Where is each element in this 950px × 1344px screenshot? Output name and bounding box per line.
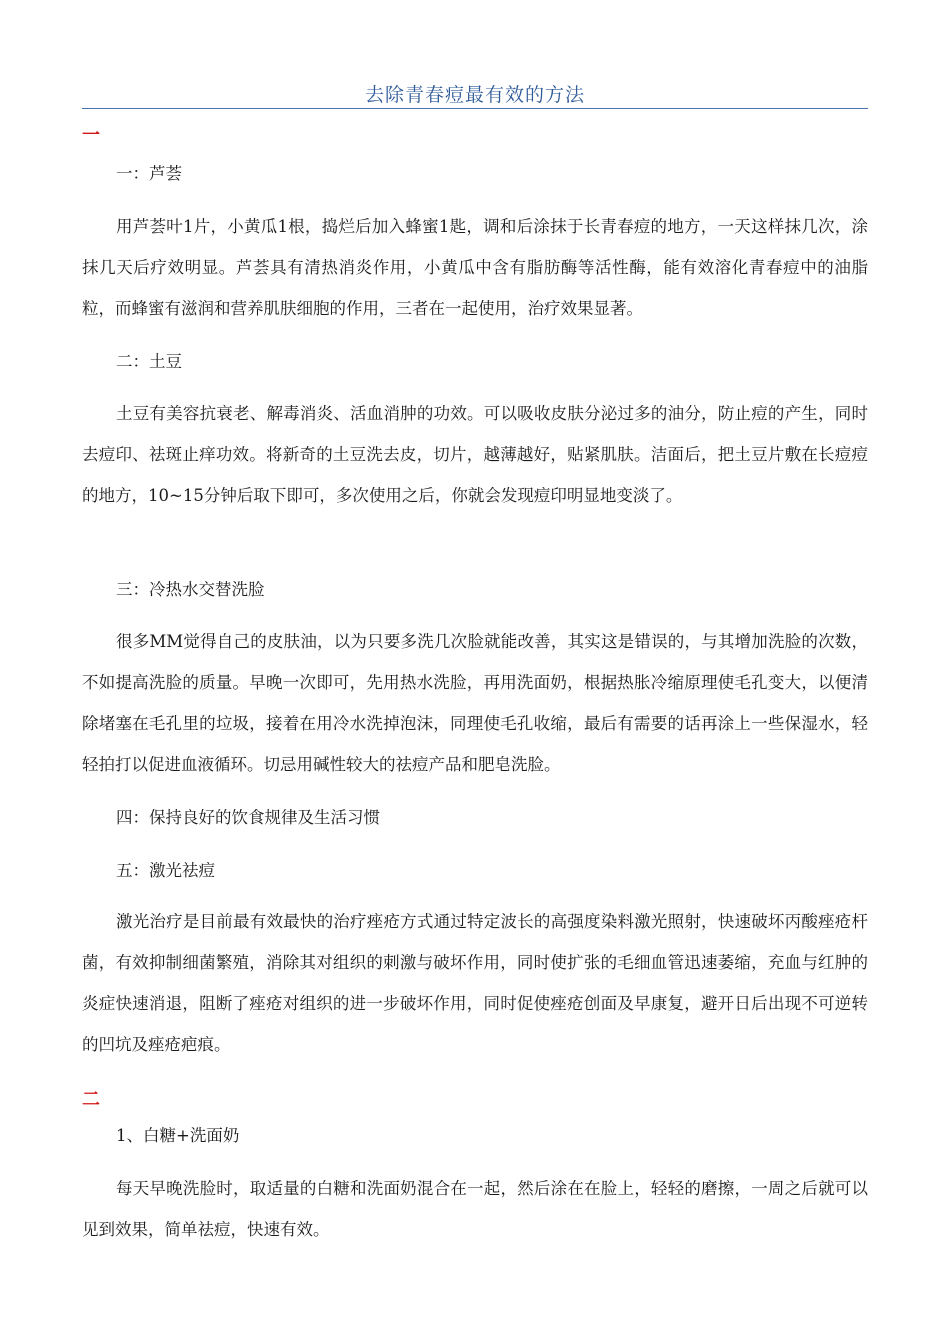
item-body-laser: 激光治疗是目前最有效最快的治疗痤疮方式通过特定波长的高强度染料激光照射，快速破坏丙酸痤疮杆菌，有效抑制细菌繁殖，消除其对组织的刺激与破坏作用，同时使扩张的毛细血管迅速萎缩，充血与红肿的炎症快速消退，阻断了痤疮对组织的进一步破坏作用，同时促使痤疮创面及早康复，避开日后出现不可逆转的凹坑及痤疮疤痕。 xyxy=(82,912,868,1054)
item-heading-potato: 二：土豆 xyxy=(116,352,182,371)
item-body-water: 很多MM觉得自己的皮肤油，以为只要多洗几次脸就能改善，其实这是错误的，与其增加洗脸的次数，不如提高洗脸的质量。早晚一次即可，先用热水洗脸，再用洗面奶，根据热胀冷缩原理使毛孔变大，以便清除堵塞在毛孔里的垃圾，接着在用冷水洗掉泡沫，同理使毛孔收缩，最后有需要的话再涂上一些保湿水，轻轻拍打以促进血液循环。切忌用碱性较大的祛痘产品和肥皂洗脸。 xyxy=(82,632,868,774)
item-body-potato: 土豆有美容抗衰老、解毒消炎、活血消肿的功效。可以吸收皮肤分泌过多的油分，防止痘的产生，同时去痘印、祛斑止痒功效。将新奇的土豆洗去皮，切片，越薄越好，贴紧肌肤。洁面后，把土豆片敷在长痘痘的地方，10~15分钟后取下即可，多次使用之后，你就会发现痘印明显地变淡了。 xyxy=(82,404,868,505)
item-body-sugar: 每天早晚洗脸时，取适量的白糖和洗面奶混合在一起，然后涂在在脸上，轻轻的磨擦，一周之后就可以见到效果，简单祛痘，快速有效。 xyxy=(82,1179,868,1239)
title-underline xyxy=(82,108,868,109)
section-marker-2: 二 xyxy=(82,1089,100,1110)
item-heading-sugar: 1、白糖+洗面奶 xyxy=(116,1126,240,1145)
item-heading-aloe: 一：芦荟 xyxy=(116,164,182,183)
document-title: 去除青春痘最有效的方法 xyxy=(364,84,585,106)
section-marker-1: 一 xyxy=(82,125,100,146)
item-body-aloe: 用芦荟叶1片，小黄瓜1根，捣烂后加入蜂蜜1匙，调和后涂抹于长青春痘的地方，一天这样抹几次，涂抹几天后疗效明显。芦荟具有清热消炎作用，小黄瓜中含有脂肪酶等活性酶，能有效溶化青春痘中的油脂粒，而蜂蜜有滋润和营养肌肤细胞的作用，三者在一起使用，治疗效果显著。 xyxy=(82,217,868,318)
item-heading-habits: 四：保持良好的饮食规律及生活习惯 xyxy=(116,808,380,827)
item-heading-laser: 五：激光祛痘 xyxy=(116,861,215,880)
item-heading-water: 三：冷热水交替洗脸 xyxy=(116,580,265,599)
